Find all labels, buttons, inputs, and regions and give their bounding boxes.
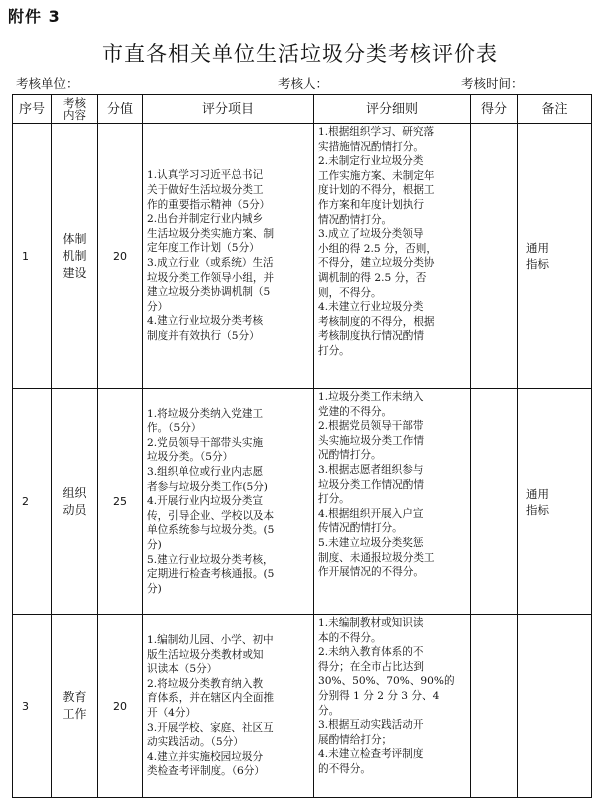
table-row	[13, 124, 592, 389]
scoring-item-line: 1.编制幼儿园、小学、初中	[147, 634, 274, 647]
row-category	[52, 124, 98, 389]
row-scoring-items	[143, 615, 314, 798]
scoring-item-line: 制度并有效执行（5分）	[147, 329, 260, 342]
scoring-rule-line: 1.垃圾分类工作未纳入	[318, 391, 424, 403]
scoring-rule-line: 1.根据组织学习、研究落	[318, 126, 435, 138]
remark-line: 通用	[526, 241, 549, 255]
row-remark	[518, 124, 592, 389]
annex-label: 附件 3	[8, 7, 61, 26]
row-scoring-items	[143, 124, 314, 389]
row-remark	[518, 615, 592, 798]
scoring-rule-line: 工作实施方案、未制定年	[318, 169, 435, 182]
row-score: 20	[98, 124, 143, 389]
scoring-item-line: 建立垃圾分类协调机制（5	[147, 286, 271, 299]
scoring-rule-line: 传情况酌情打分。	[318, 522, 403, 535]
scoring-item-line: 识读本（5分）	[147, 663, 218, 676]
scoring-item-line: 分）	[147, 300, 169, 313]
scoring-rule-line: 3.根据互动实践活动开	[318, 719, 424, 732]
scoring-rule-line: 3.根据志愿者组织参与	[318, 463, 424, 476]
scoring-item-line: 者参与垃圾分类工作(5分)	[147, 480, 268, 493]
category-line: 机制	[62, 248, 87, 263]
scoring-item-line: 3.成立行业（或系统）生活	[147, 257, 274, 269]
row-points-cell	[471, 389, 518, 615]
scoring-item-line: 育体系，并在辖区内全面推	[147, 692, 275, 705]
scoring-rule-line: 考核制度的不得分，根据	[318, 315, 435, 328]
assessor-label: 考核人：	[278, 76, 329, 91]
scoring-rule-line: 则，不得分。	[318, 286, 382, 299]
scoring-item-line: 3.组织单位或行业内志愿	[147, 466, 264, 479]
category-line: 教育	[62, 690, 87, 704]
scoring-item-line: 分)	[147, 538, 162, 551]
scoring-item-line: 分)	[147, 582, 162, 595]
scoring-item-line: 1.将垃圾分类纳入党建工	[147, 407, 264, 420]
table-row	[13, 389, 592, 615]
scoring-item-line: 类检查考评制度。（6分）	[147, 765, 265, 778]
scoring-rule-line: 2.根据党员领导干部带	[318, 420, 424, 433]
scoring-rule-line: 调机制的得 2.5 分，否	[318, 271, 427, 284]
scoring-item-line: 作。（5分）	[147, 422, 202, 435]
scoring-item-line: 5.建立行业垃圾分类考核，	[147, 553, 274, 566]
scoring-rule-line: 4.根据组织开展入户宣	[318, 507, 424, 520]
scoring-rule-line: 5.未建立垃圾分类奖惩	[318, 536, 424, 549]
scoring-rule-line: 2.未纳入教育体系的不	[318, 646, 424, 659]
scoring-item-line: 4.建立行业垃圾分类考核	[147, 315, 264, 328]
row-index: 3	[13, 615, 52, 798]
scoring-rule-line: 分别得 1 分 2 分 3 分、4	[318, 689, 440, 702]
header-points: 得分	[471, 95, 518, 124]
row-points-cell	[471, 124, 518, 389]
row-category	[52, 615, 98, 798]
header-rules: 评分细则	[314, 95, 471, 124]
header-remark: 备注	[518, 95, 592, 124]
header-category	[52, 95, 98, 124]
page-title: 市直各相关单位生活垃圾分类考核评价表	[102, 42, 498, 66]
row-scoring-rules	[314, 389, 471, 615]
scoring-item-line: 作的重要指示精神（5分）	[147, 198, 271, 211]
category-line: 建设	[62, 265, 87, 280]
header-items: 评分项目	[143, 95, 314, 124]
scoring-rule-line: 本的不得分。	[318, 631, 382, 644]
category-line: 动员	[62, 502, 87, 517]
scoring-rule-line: 作开展情况的不得分。	[318, 566, 424, 579]
scoring-rule-line: 小组的得 2.5 分，否则，	[318, 242, 437, 255]
scoring-item-line: 4.建立并实施校园垃圾分	[147, 750, 264, 763]
header-category-line: 内容	[63, 108, 86, 122]
category-line: 体制	[62, 231, 87, 246]
table-header-row	[13, 95, 592, 124]
row-index: 1	[13, 124, 52, 389]
scoring-rule-line: 作方案和年度计划执行	[318, 198, 424, 211]
category-line: 工作	[62, 707, 87, 721]
scoring-rule-line: 3.成立了垃圾分类领导	[318, 228, 424, 241]
scoring-rule-line: 况酌情打分。	[318, 449, 382, 462]
scoring-rule-line: 30%、50%、70%、90%的	[318, 675, 455, 688]
scoring-item-line: 2.出台并制定行业内城乡	[147, 213, 264, 226]
scoring-item-line: 2.党员领导干部带头实施	[147, 436, 264, 449]
header-index: 序号	[13, 95, 52, 124]
scoring-rule-line: 不得分，建立垃圾分类协	[318, 257, 435, 270]
scoring-rule-line: 分。	[318, 704, 340, 717]
scoring-item-line: 动实践活动。（5分）	[147, 736, 244, 749]
assessment-time-label: 考核时间：	[461, 76, 524, 91]
table-row	[13, 615, 592, 798]
scoring-item-line: 3.开展学校、家庭、社区互	[147, 721, 274, 734]
scoring-rule-line: 党建的不得分。	[318, 405, 393, 418]
row-scoring-rules	[314, 615, 471, 798]
scoring-rule-line: 打分。	[318, 344, 350, 357]
scoring-rule-line: 2.未制定行业垃圾分类	[318, 155, 424, 168]
scoring-rule-line: 打分。	[318, 493, 350, 506]
header-score: 分值	[98, 95, 143, 124]
scoring-rule-line: 得分；在全市占比达到	[318, 660, 424, 673]
scoring-item-line: 传，引导企业、学校以及本	[147, 509, 275, 522]
scoring-item-line: 生活垃圾分类实施方案、制	[147, 227, 275, 240]
scoring-item-line: 版生活垃圾分类教材或知	[147, 648, 264, 661]
scoring-item-line: 垃圾分类工作领导小组，并	[147, 271, 275, 284]
scoring-rule-line: 实措施情况酌情打分。	[318, 140, 424, 153]
scoring-item-line: 4.开展行业内垃圾分类宣	[147, 495, 264, 508]
header-category-line: 考核	[63, 96, 86, 110]
scoring-rule-line: 度计划的不得分，根据工	[318, 184, 435, 197]
row-remark	[518, 389, 592, 615]
evaluation-table	[12, 94, 592, 798]
scoring-rule-line: 的不得分。	[318, 762, 371, 775]
row-index: 2	[13, 389, 52, 615]
scoring-rule-line: 1.未编制教材或知识读	[318, 617, 424, 629]
scoring-item-line: 关于做好生活垃圾分类工	[147, 184, 264, 197]
category-line: 组织	[62, 485, 87, 500]
scoring-rule-line: 考核制度执行情况酌情	[318, 330, 424, 343]
scoring-rule-line: 展酌情给打分；	[318, 733, 393, 746]
scoring-item-line: 定年度工作计划（5分）	[147, 242, 260, 255]
scoring-item-line: 1.认真学习习近平总书记	[147, 169, 264, 182]
scoring-rule-line: 制度、未通报垃圾分类工	[318, 551, 435, 564]
scoring-item-line: 2.将垃圾分类教育纳入教	[147, 677, 264, 690]
scoring-item-line: 定期进行检查考核通报。(5	[147, 568, 275, 581]
scoring-rule-line: 4.未建立检查考评制度	[318, 748, 424, 761]
row-score: 25	[98, 389, 143, 615]
scoring-rule-line: 垃圾分类工作情况酌情	[318, 478, 424, 491]
scoring-item-line: 单位系统参与垃圾分类。(5	[147, 524, 275, 537]
row-scoring-rules	[314, 124, 471, 389]
remark-line: 通用	[526, 486, 549, 501]
scoring-item-line: 垃圾分类。（5分）	[147, 451, 234, 464]
row-category	[52, 389, 98, 615]
scoring-item-line: 开（4分）	[147, 707, 197, 719]
assessment-unit-label: 考核单位：	[16, 76, 79, 91]
scoring-rule-line: 头实施垃圾分类工作情	[318, 434, 424, 447]
remark-line: 指标	[526, 502, 549, 517]
row-scoring-items	[143, 389, 314, 615]
scoring-rule-line: 4.未建立行业垃圾分类	[318, 301, 424, 314]
scoring-rule-line: 情况酌情打分。	[318, 213, 393, 226]
remark-line: 指标	[526, 257, 549, 271]
row-score: 20	[98, 615, 143, 798]
row-points-cell	[471, 615, 518, 798]
